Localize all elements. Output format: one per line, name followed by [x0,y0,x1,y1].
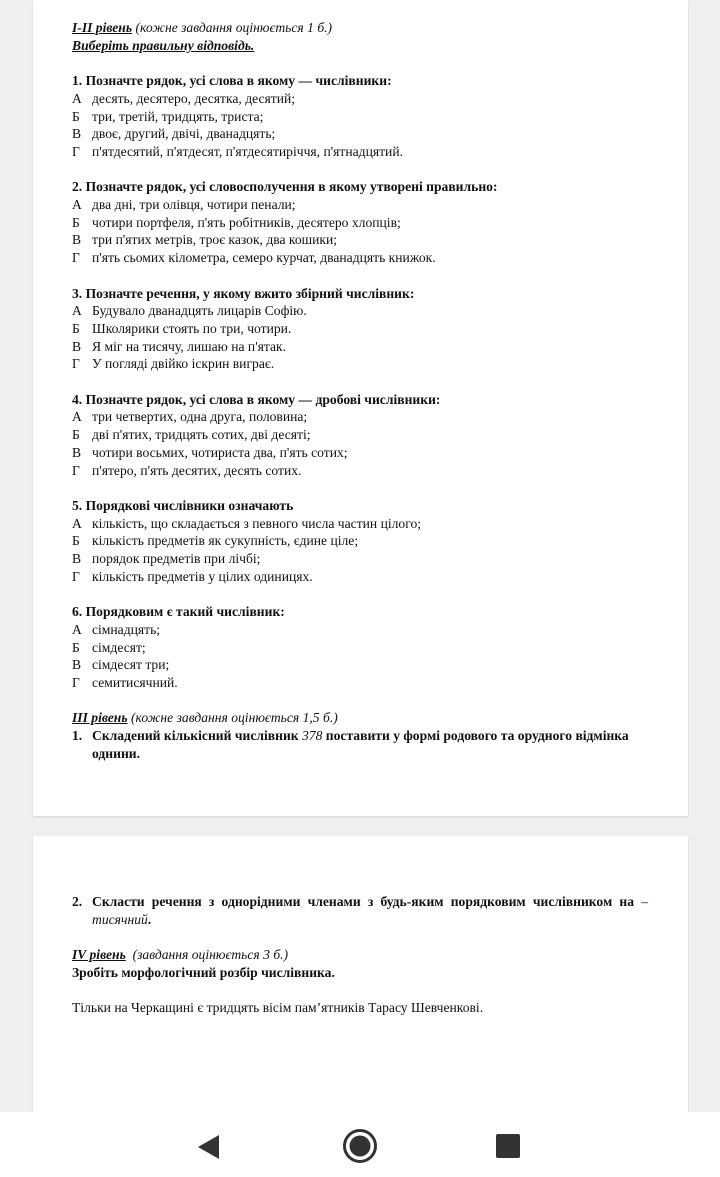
task-1-text-end: поставити у формі родового та орудного відмінка однини. [92,728,629,761]
level-3-task-2 [72,893,648,928]
questions-list [72,72,648,692]
question-1 [72,72,648,161]
task-1-text-start: Складений кількісний числівник [92,728,303,744]
option-letter: А [72,515,82,531]
question-3 [72,285,648,374]
task-2-text [92,893,648,928]
question-title: 2. Позначте рядок, усі словосполучення в якому утворені правильно: [72,179,498,195]
answer-option [72,639,648,657]
option-letter: А [72,621,82,637]
answer-option [72,249,648,267]
level-4-title: IV рівень [72,947,126,963]
answer-option [72,532,648,550]
option-text: сімнадцять; [92,621,161,637]
document-page-2 [33,836,688,1112]
level-1-2-title: I-II рівень [72,20,133,35]
option-text: кількість предметів як сукупність, єдине ціле; [92,533,359,549]
option-letter: В [72,338,82,354]
option-letter: В [72,551,82,567]
page-1-content [72,19,648,762]
answer-option [72,674,648,692]
level-4-block [72,946,648,1016]
option-text: три четвертих, одна друга, половина; [92,409,308,425]
option-text: сімдесят; [92,639,146,655]
answer-option [72,426,648,444]
back-triangle-icon [188,1126,228,1166]
option-letter: Б [72,214,80,230]
task-2-text-end: . [147,911,152,927]
option-letter: А [72,303,82,319]
option-text: п'ятдесятий, п'ятдесят, п'ятдесятиріччя, п'ятнадцятий. [92,143,404,159]
question-title: 3. Позначте речення, у якому вжито збірний числівник: [72,285,415,301]
answer-option [72,408,648,426]
answer-option [72,90,648,108]
answer-option [72,621,648,639]
level-4-header [72,946,648,964]
level-1-2-header [72,19,648,37]
level-1-2-note: (кожне завдання оцінюється 1 б.) [132,20,333,35]
option-text: порядок предметів при лічбі; [92,551,261,567]
option-letter: Б [72,320,80,336]
answer-option [72,231,648,249]
option-letter: Б [72,533,80,549]
recents-button[interactable] [488,1126,528,1166]
level-1-2-instruction: Виберіть правильну відповідь. [72,37,255,53]
answer-option [72,568,648,586]
option-text: два дні, три олівця, чотири пенали; [92,197,296,212]
answer-option [72,355,648,373]
answer-option [72,302,648,320]
task-2-text-start: Скласти речення з однорідними членами з будь-яким порядковим числівником на [92,894,642,909]
option-text: дві п'ятих, тридцять сотих, дві десяті; [92,427,311,443]
answer-option [72,125,648,143]
option-text: три, третій, тридцять, триста; [92,108,264,124]
option-letter: Г [72,462,80,478]
question-title: 4. Позначте рядок, усі слова в якому — дробові числівники: [72,391,441,407]
task-1-text [92,727,648,762]
option-letter: В [72,657,82,673]
page-2-content [72,893,648,1016]
task-2-suffix: –тисячний [92,894,648,927]
level-4-note: (завдання оцінюється 3 б.) [125,947,289,963]
option-letter: Б [72,639,80,655]
level-3-title: ІІІ рівень [72,710,128,726]
option-letter: А [72,90,82,106]
option-letter: Г [72,674,80,690]
level-3-task-1 [72,727,648,762]
option-text: п'ятеро, п'ять десятих, десять сотих. [92,462,302,478]
recents-square-icon [488,1126,528,1166]
question-2 [72,178,648,267]
option-text: У погляді двійко іскрин виграє. [92,356,275,372]
answer-option [72,196,648,214]
option-text: кількість предметів у цілих одиницях. [92,568,313,584]
question-title: 5. Порядкові числівники означають [72,497,294,513]
option-text: Школярики стоять по три, чотири. [92,320,292,336]
option-text: чотири портфеля, п'ять робітників, десятеро хлопців; [92,214,401,230]
option-text: двоє, другий, двічі, дванадцять; [92,126,276,142]
answer-option [72,462,648,480]
option-text: п'ять сьомих кілометра, семеро курчат, дванадцять книжок. [92,250,436,266]
task-2-number: 2. [72,894,83,909]
task-1-numeral: 378 [302,728,323,744]
option-letter: В [72,126,82,142]
android-navigation-bar [0,1112,720,1177]
question-title: 6. Порядковим є такий числівник: [72,604,285,620]
option-text: десять, десятеро, десятка, десятий; [92,90,296,106]
level-4-instruction: Зробіть морфологічний розбір числівника. [72,964,335,980]
option-text: сімдесят три; [92,657,170,673]
level-3-header [72,709,648,727]
level-3-block [72,709,648,762]
option-text: Будувало дванадцять лицарів Софію. [92,303,307,319]
option-letter: Б [72,108,80,124]
document-page-1 [33,0,688,816]
option-letter: Г [72,143,80,159]
option-text: Я міг на тисячу, лишаю на п'ятак. [92,338,287,354]
option-text: семитисячний. [92,674,178,690]
question-6 [72,603,648,692]
option-text: три п'ятих метрів, троє казок, два кошики; [92,232,338,248]
answer-option [72,338,648,356]
question-4 [72,391,648,480]
question-title: 1. Позначте рядок, усі слова в якому — числівники: [72,73,392,89]
option-letter: Г [72,250,80,266]
answer-option [72,550,648,568]
level-4-sentence: Тільки на Черкащині є тридцять вісім пам’ятників Тарасу Шевченкові. [72,999,484,1015]
home-circle-icon [340,1126,380,1166]
option-letter: Б [72,427,80,443]
level-3-note: (кожне завдання оцінюється 1,5 б.) [127,710,338,726]
answer-option [72,444,648,462]
answer-option [72,214,648,232]
option-letter: А [72,197,82,212]
task-1-number: 1. [72,728,83,744]
answer-option [72,143,648,161]
option-letter: А [72,409,82,425]
answer-option [72,515,648,533]
option-text: чотири восьмих, чотириста два, п'ять сотих; [92,444,348,460]
back-button[interactable] [188,1126,228,1166]
option-text: кількість, що складається з певного числа частин цілого; [92,515,422,531]
answer-option [72,320,648,338]
option-letter: В [72,232,82,248]
answer-option [72,108,648,126]
option-letter: В [72,444,82,460]
question-5 [72,497,648,586]
option-letter: Г [72,568,80,584]
answer-option [72,656,648,674]
home-button[interactable] [340,1126,380,1166]
option-letter: Г [72,356,80,372]
